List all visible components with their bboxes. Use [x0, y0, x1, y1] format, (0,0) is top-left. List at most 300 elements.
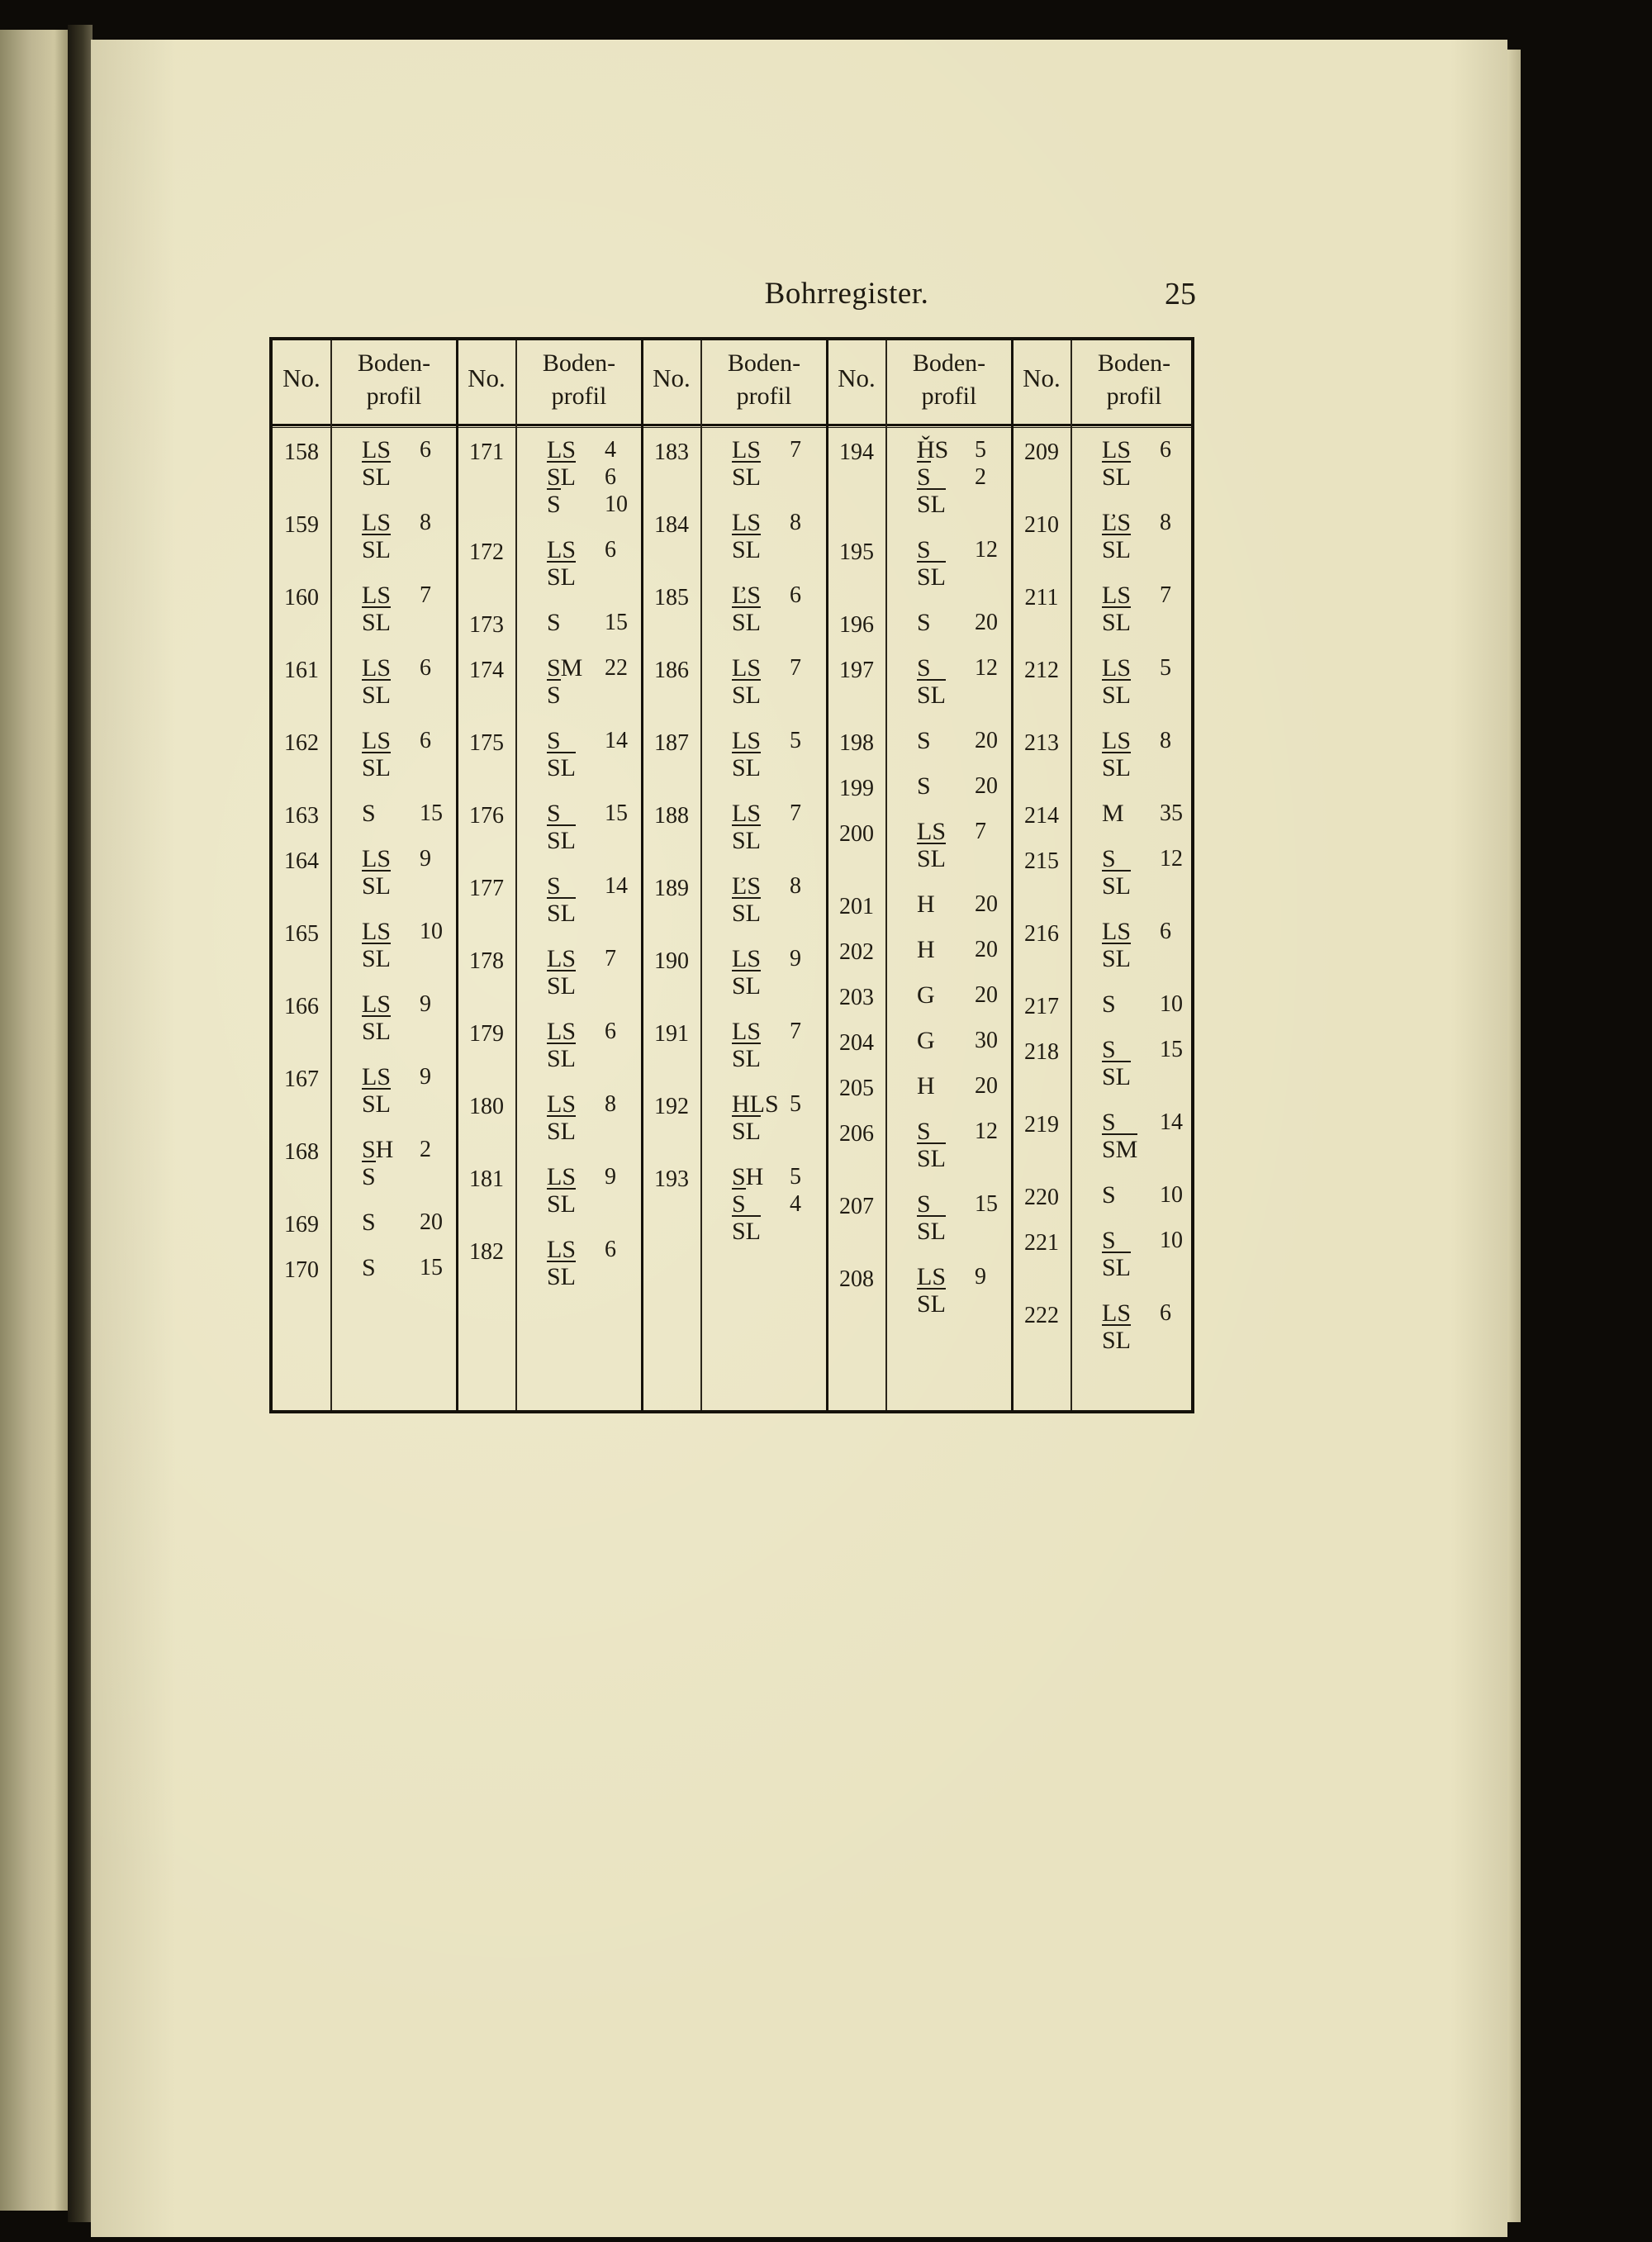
soil-profile [1102, 845, 1183, 900]
entry-number: 207 [839, 1194, 874, 1219]
soil-profile [1102, 918, 1171, 972]
entry-number: 222 [1024, 1303, 1059, 1328]
entry-number: 177 [469, 876, 504, 901]
soil-profile [362, 654, 431, 709]
layer-depth: 5 [790, 1164, 801, 1190]
profile-layer: S [917, 727, 931, 754]
entry-number: 161 [284, 658, 319, 683]
profile-layer: S [547, 872, 561, 900]
profile-layer: S [917, 609, 931, 636]
soil-profile [1102, 990, 1183, 1018]
profile-layer: S [1102, 1181, 1116, 1209]
profile-layer: SL [1102, 1252, 1131, 1281]
header-bodenprofil: Boden- profil [727, 349, 801, 410]
soil-profile [917, 936, 998, 963]
profile-layer: S [917, 536, 931, 563]
entry-number: 179 [469, 1021, 504, 1047]
entry-number: 164 [284, 848, 319, 874]
profile-layer: LS [1102, 654, 1132, 682]
soil-profile [1102, 1227, 1183, 1281]
profile-layer: SL [547, 1188, 576, 1218]
soil-profile [917, 1027, 998, 1054]
entry-number: 187 [654, 730, 689, 756]
soil-profile [917, 1072, 998, 1100]
book-gutter [68, 25, 93, 2222]
profile-layer: HLS [732, 1090, 779, 1118]
layer-depth: 20 [975, 937, 998, 962]
layer-depth: 10 [420, 919, 443, 944]
layer-depth: 20 [975, 1073, 998, 1099]
soil-profile [917, 654, 998, 709]
soil-profile [917, 1190, 998, 1245]
entry-number: 217 [1024, 994, 1059, 1019]
soil-profile [547, 1236, 616, 1290]
soil-profile [1102, 436, 1171, 491]
profile-layer: SL [732, 752, 761, 781]
profile-layer: LS [362, 990, 392, 1018]
entry-number: 209 [1024, 439, 1059, 465]
entry-number: 210 [1024, 512, 1059, 538]
entry-number: 180 [469, 1094, 504, 1119]
profile-layer: SL [362, 752, 391, 781]
facing-page-edge [0, 30, 68, 2211]
soil-profile [732, 1163, 801, 1245]
profile-layer: LS [362, 582, 392, 609]
soil-profile [362, 436, 431, 491]
layer-depth: 5 [790, 1091, 801, 1117]
soil-profile [917, 436, 986, 518]
soil-profile [362, 727, 431, 781]
profile-layer: SL [732, 824, 761, 854]
profile-layer: S [917, 461, 931, 491]
entry-number: 158 [284, 439, 319, 465]
entry-number: 193 [654, 1166, 689, 1192]
entry-number: 205 [839, 1076, 874, 1101]
entry-number: 167 [284, 1066, 319, 1092]
profile-layer: SL [732, 534, 761, 563]
soil-profile [917, 1263, 986, 1318]
profile-layer: SL [732, 1215, 761, 1245]
soil-profile [1102, 1181, 1183, 1209]
layer-depth: 35 [1160, 800, 1183, 826]
profile-layer: SL [547, 1043, 576, 1072]
profile-layer: SL [1102, 752, 1131, 781]
entry-number: 189 [654, 876, 689, 901]
layer-depth: 6 [605, 464, 616, 490]
column-divider [515, 340, 517, 1410]
header-rule [273, 424, 1191, 428]
soil-profile [1102, 1299, 1171, 1354]
entry-number: 190 [654, 948, 689, 974]
layer-depth: 6 [420, 437, 431, 463]
layer-depth: 10 [605, 492, 628, 517]
soil-profile [732, 436, 801, 491]
profile-layer: S [917, 772, 931, 800]
soil-profile [732, 654, 801, 709]
profile-layer: S [917, 654, 931, 682]
profile-layer: S [362, 1209, 376, 1236]
profile-layer: SL [547, 1115, 576, 1145]
soil-profile [732, 509, 801, 563]
profile-layer: G [917, 981, 935, 1009]
entry-number: 171 [469, 439, 504, 465]
profile-layer: S [547, 727, 561, 754]
entry-number: 160 [284, 585, 319, 610]
profile-layer: LS [547, 1236, 577, 1263]
profile-layer: S [1102, 990, 1116, 1018]
entry-number: 202 [839, 939, 874, 965]
entry-number: 219 [1024, 1112, 1059, 1138]
layer-depth: 9 [790, 946, 801, 971]
layer-depth: 15 [975, 1191, 998, 1217]
layer-depth: 20 [975, 728, 998, 753]
soil-profile [547, 1090, 616, 1145]
profile-layer: LS [1102, 1299, 1132, 1327]
soil-profile [732, 1090, 801, 1145]
entry-number: 165 [284, 921, 319, 947]
profile-layer: SL [732, 679, 761, 709]
layer-depth: 9 [420, 991, 431, 1017]
soil-profile [917, 536, 998, 591]
entry-number: 173 [469, 612, 504, 638]
profile-layer: SM [1102, 1133, 1137, 1163]
entry-number: 170 [284, 1257, 319, 1283]
soil-profile [362, 509, 431, 563]
profile-layer: SL [547, 1261, 576, 1290]
entry-number: 195 [839, 539, 874, 565]
profile-layer: LS [362, 845, 392, 872]
profile-layer: S [1102, 845, 1116, 872]
profile-layer: SL [732, 897, 761, 927]
profile-layer: LS [917, 1263, 947, 1290]
profile-layer: SL [362, 1015, 391, 1045]
header-no: No. [838, 363, 876, 392]
entry-number: 163 [284, 803, 319, 829]
entry-number: 162 [284, 730, 319, 756]
layer-depth: 4 [790, 1191, 801, 1217]
profile-layer: S [547, 488, 561, 518]
profile-layer: S [547, 800, 561, 827]
profile-layer: LS [732, 800, 762, 827]
layer-depth: 7 [790, 1019, 801, 1044]
layer-depth: 7 [605, 946, 616, 971]
profile-layer: SL [547, 897, 576, 927]
layer-depth: 5 [975, 437, 986, 463]
layer-depth: 12 [975, 655, 998, 681]
profile-layer: LS [547, 945, 577, 972]
group-divider [826, 340, 828, 1410]
profile-layer: ȞS [917, 436, 949, 463]
profile-layer: SM [547, 654, 583, 682]
entry-number: 213 [1024, 730, 1059, 756]
soil-profile [1102, 654, 1171, 709]
layer-depth: 20 [975, 773, 998, 799]
layer-depth: 7 [790, 437, 801, 463]
layer-depth: 7 [790, 800, 801, 826]
layer-depth: 20 [420, 1209, 443, 1235]
profile-layer: S [362, 1161, 376, 1190]
running-title: Bohrregister. [764, 277, 929, 311]
profile-layer: SL [917, 1215, 946, 1245]
layer-depth: 9 [605, 1164, 616, 1190]
soil-profile [1102, 800, 1183, 827]
layer-depth: 14 [605, 873, 628, 899]
profile-layer: H [917, 1072, 935, 1100]
book-page [91, 40, 1507, 2237]
entry-number: 184 [654, 512, 689, 538]
entry-number: 169 [284, 1212, 319, 1237]
profile-layer: LS [362, 509, 392, 536]
page-number: 25 [1165, 277, 1196, 311]
profile-layer: SL [547, 824, 576, 854]
profile-layer: S [1102, 1227, 1116, 1254]
entry-number: 211 [1024, 585, 1059, 610]
profile-layer: SL [1102, 943, 1131, 972]
profile-layer: SL [1102, 461, 1131, 491]
entry-number: 198 [839, 730, 874, 756]
entry-number: 168 [284, 1139, 319, 1165]
layer-depth: 15 [605, 800, 628, 826]
soil-profile [362, 918, 443, 972]
profile-layer: LS [732, 727, 762, 754]
soil-profile [547, 872, 628, 927]
layer-depth: 12 [975, 1119, 998, 1144]
soil-profile [1102, 582, 1171, 636]
layer-depth: 7 [420, 582, 431, 608]
profile-layer: SL [362, 943, 391, 972]
layer-depth: 8 [790, 510, 801, 535]
soil-profile [732, 582, 801, 636]
profile-layer: S [547, 609, 561, 636]
entry-number: 186 [654, 658, 689, 683]
soil-profile [732, 872, 801, 927]
page-stack-edge [1507, 50, 1521, 2222]
entry-number: 185 [654, 585, 689, 610]
profile-layer: S [917, 1190, 931, 1218]
profile-layer: SL [547, 461, 576, 491]
soil-profile [1102, 727, 1171, 781]
profile-layer: S [1102, 1109, 1116, 1136]
entry-number: 178 [469, 948, 504, 974]
header-bodenprofil: Boden- profil [542, 349, 616, 410]
entry-number: 183 [654, 439, 689, 465]
soil-profile [732, 727, 801, 781]
profile-layer: S [547, 679, 561, 709]
layer-depth: 15 [420, 800, 443, 826]
layer-depth: 8 [1160, 728, 1171, 753]
entry-number: 174 [469, 658, 504, 683]
soil-profile [362, 845, 431, 900]
column-divider [700, 340, 702, 1410]
entry-number: 182 [469, 1239, 504, 1265]
profile-layer: S [362, 800, 376, 827]
profile-layer: G [917, 1027, 935, 1054]
soil-profile [547, 436, 628, 518]
profile-layer: LS [732, 436, 762, 463]
entry-number: 188 [654, 803, 689, 829]
profile-layer: SL [1102, 1324, 1131, 1354]
profile-layer: SL [1102, 606, 1131, 636]
soil-profile [362, 800, 443, 827]
soil-profile [1102, 1109, 1183, 1163]
layer-depth: 7 [1160, 582, 1171, 608]
profile-layer: LS [732, 654, 762, 682]
layer-depth: 15 [420, 1255, 443, 1280]
entry-number: 199 [839, 776, 874, 801]
entry-number: 221 [1024, 1230, 1059, 1256]
layer-depth: 2 [975, 464, 986, 490]
soil-profile [732, 1018, 801, 1072]
layer-depth: 5 [790, 728, 801, 753]
profile-layer: H [917, 891, 935, 918]
profile-layer: ĽS [732, 582, 762, 609]
layer-depth: 15 [605, 610, 628, 635]
profile-layer: SL [1102, 534, 1131, 563]
layer-depth: 8 [790, 873, 801, 899]
soil-profile [917, 727, 998, 754]
profile-layer: LS [547, 1090, 577, 1118]
soil-profile [362, 1254, 443, 1281]
profile-layer: SL [547, 561, 576, 591]
profile-layer: SL [1102, 679, 1131, 709]
column-divider [885, 340, 887, 1410]
profile-layer: LS [1102, 436, 1132, 463]
profile-layer: LS [917, 818, 947, 845]
soil-profile [547, 609, 628, 636]
profile-layer: LS [732, 509, 762, 536]
profile-layer: SL [732, 606, 761, 636]
header-bodenprofil: Boden- profil [1097, 349, 1171, 410]
profile-layer: LS [547, 536, 577, 563]
soil-profile [547, 536, 616, 591]
soil-profile [1102, 509, 1171, 563]
entry-number: 176 [469, 803, 504, 829]
soil-profile [1102, 1036, 1183, 1090]
layer-depth: 20 [975, 610, 998, 635]
bohrregister-table [269, 337, 1194, 1413]
entry-number: 216 [1024, 921, 1059, 947]
soil-profile [917, 818, 986, 872]
profile-layer: SL [732, 461, 761, 491]
layer-depth: 10 [1160, 991, 1183, 1017]
profile-layer: LS [1102, 582, 1132, 609]
layer-depth: 20 [975, 891, 998, 917]
layer-depth: 15 [1160, 1037, 1183, 1062]
layer-depth: 8 [420, 510, 431, 535]
layer-depth: 14 [1160, 1109, 1183, 1135]
profile-layer: SL [917, 561, 946, 591]
profile-layer: SL [1102, 870, 1131, 900]
profile-layer: LS [362, 654, 392, 682]
profile-layer: SH [732, 1163, 764, 1190]
entry-number: 200 [839, 821, 874, 847]
profile-layer: LS [362, 1063, 392, 1090]
entry-number: 204 [839, 1030, 874, 1056]
soil-profile [547, 727, 628, 781]
layer-depth: 6 [790, 582, 801, 608]
profile-layer: LS [732, 1018, 762, 1045]
layer-depth: 2 [420, 1137, 431, 1162]
layer-depth: 12 [1160, 846, 1183, 872]
layer-depth: 9 [975, 1264, 986, 1290]
soil-profile [917, 891, 998, 918]
entry-number: 175 [469, 730, 504, 756]
entry-number: 203 [839, 985, 874, 1010]
soil-profile [362, 582, 431, 636]
profile-layer: SL [732, 970, 761, 1000]
profile-layer: SL [362, 679, 391, 709]
entry-number: 159 [284, 512, 319, 538]
soil-profile [547, 945, 616, 1000]
layer-depth: 4 [605, 437, 616, 463]
layer-depth: 7 [975, 819, 986, 844]
layer-depth: 6 [605, 537, 616, 563]
entry-number: 220 [1024, 1185, 1059, 1210]
profile-layer: SL [547, 752, 576, 781]
layer-depth: 5 [1160, 655, 1171, 681]
layer-depth: 12 [975, 537, 998, 563]
profile-layer: LS [362, 727, 392, 754]
profile-layer: SL [732, 1043, 761, 1072]
soil-profile [547, 800, 628, 854]
soil-profile [362, 1063, 431, 1118]
header-no: No. [282, 363, 320, 392]
layer-depth: 6 [1160, 1300, 1171, 1326]
soil-profile [547, 1163, 616, 1218]
profile-layer: LS [547, 1163, 577, 1190]
layer-depth: 8 [1160, 510, 1171, 535]
profile-layer: M [1102, 800, 1124, 827]
entry-number: 181 [469, 1166, 504, 1192]
profile-layer: S [1102, 1036, 1116, 1063]
profile-layer: SL [547, 970, 576, 1000]
profile-layer: S [362, 1254, 376, 1281]
entry-number: 172 [469, 539, 504, 565]
column-divider [1070, 340, 1072, 1410]
soil-profile [732, 945, 801, 1000]
profile-layer: H [917, 936, 935, 963]
profile-layer: LS [1102, 727, 1132, 754]
profile-layer: SL [917, 1288, 946, 1318]
layer-depth: 20 [975, 982, 998, 1008]
entry-number: 192 [654, 1094, 689, 1119]
entry-number: 206 [839, 1121, 874, 1147]
soil-profile [917, 772, 998, 800]
profile-layer: S [732, 1188, 746, 1218]
profile-layer: ĽS [1102, 509, 1132, 536]
entry-number: 197 [839, 658, 874, 683]
soil-profile [917, 1118, 998, 1172]
header-bodenprofil: Boden- profil [357, 349, 431, 410]
profile-layer: ĽS [732, 872, 762, 900]
profile-layer: LS [362, 918, 392, 945]
entry-number: 166 [284, 994, 319, 1019]
soil-profile [547, 654, 628, 709]
profile-layer: LS [362, 436, 392, 463]
profile-layer: SL [917, 1142, 946, 1172]
layer-depth: 6 [420, 728, 431, 753]
soil-profile [362, 1209, 443, 1236]
entry-number: 208 [839, 1266, 874, 1292]
entry-number: 194 [839, 439, 874, 465]
profile-layer: SL [1102, 1061, 1131, 1090]
layer-depth: 14 [605, 728, 628, 753]
profile-layer: SL [362, 870, 391, 900]
layer-depth: 9 [420, 1064, 431, 1090]
profile-layer: SL [362, 534, 391, 563]
profile-layer: SL [362, 1088, 391, 1118]
layer-depth: 6 [605, 1237, 616, 1262]
